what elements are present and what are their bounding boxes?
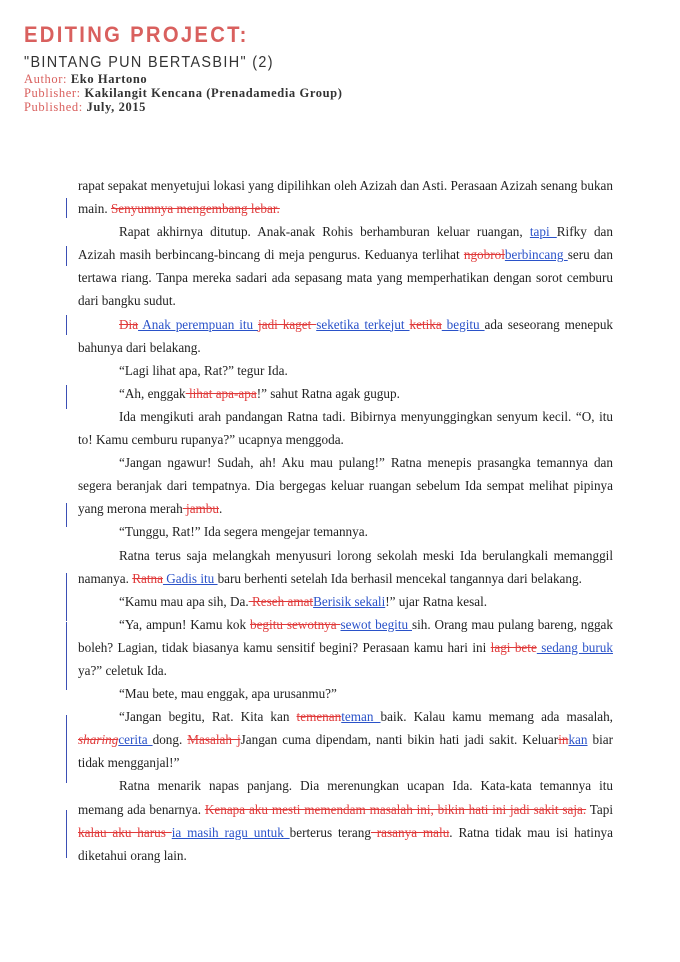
text-run: Tapi [586,801,613,817]
text-run: seru dan tertawa riang. Tanpa mereka sadari ada sepasang mata yang memperhatikan dengan sorot cemburu dari bangku sudut. [78,247,613,309]
inserted-text: ia masih ragu untuk [171,824,290,840]
paragraph [78,613,613,682]
deleted-text: kalau aku harus [78,824,172,840]
paragraph [78,705,613,774]
deleted-text: ketika [409,316,442,332]
change-bar [66,597,67,621]
paragraph [78,405,613,451]
text-run: biar tidak mengganjal!” [78,732,613,771]
deleted-text: lihat apa-apa [185,385,257,401]
deleted-text: rasanya malu [370,824,450,840]
text-run: . [219,501,223,517]
text-run: berterus terang [289,824,371,840]
inserted-text: Berisik sekali [313,593,386,609]
document-header [24,22,342,114]
text-run: “Jangan ngawur! Sudah, ah! Aku mau pulang!” Ratna menepis prasangka temannya dan segera beranjak dari tempatnya. Dia bergegas keluar ruangan sebelum Ida sempat melihat pipinya yang merona merah [78,455,613,517]
deleted-text: ngobrol [463,247,505,263]
text-run: “Kamu mau apa sih, Da. [119,593,249,609]
deleted-text: Reseh amat [248,593,314,609]
change-bar [66,810,67,858]
text-run: “Jangan begitu, Rat. Kita kan [119,709,297,725]
paragraph [78,451,613,520]
deleted-text: Kenapa aku mesti memendam masalah ini, bikin hati ini jadi sakit saja. [204,801,587,817]
text-run: “Ya, ampun! Kamu kok [119,616,250,632]
deleted-text: Senyumnya mengembang lebar. [110,201,280,217]
deleted-text: lagi bete [490,639,537,655]
text-run: . Ratna tidak mau isi hatinya diketahui orang lain. [78,824,613,863]
paragraph [78,590,613,613]
text-run: ada seseorang menepuk bahunya dari belakang. [78,316,614,355]
change-bar [66,315,67,335]
inserted-text: kan [568,732,588,748]
deleted-text: sharing [78,732,119,748]
change-bar [66,715,67,783]
publisher-value: Kakilangit Kencana (Prenadamedia Group) [84,86,343,100]
text-run: “Ah, enggak [119,385,186,401]
text-run: “Mau bete, mau enggak, apa urusanmu?” [119,686,337,702]
text-run: ya?” celetuk Ida. [78,662,167,678]
change-bar [66,385,67,409]
deleted-text: Ratna [132,570,163,586]
deleted-text: jambu [182,501,219,517]
paragraph [78,220,613,312]
publisher-label: Publisher: [24,86,81,100]
deleted-text: begitu sewotnya [249,616,341,632]
text-run: !” ujar Ratna kesal. [385,593,488,609]
author-value: Eko Hartono [70,72,148,86]
published-line [24,100,342,114]
text-run: Ratna terus saja melangkah menyusuri lorong sekolah meski Ida berulangkali memanggil namanya. [78,547,613,586]
published-label: Published: [24,100,83,114]
deleted-text: in [558,732,569,748]
text-run: !” sahut Ratna agak gugup. [256,385,400,401]
text-run: baik. Kalau kamu memang ada masalah, [380,709,613,725]
paragraph [78,359,613,382]
change-bar [66,573,67,597]
paragraph [78,520,613,543]
change-bar [66,198,67,218]
book-title: "BINTANG PUN BERTASBIH" (2) [24,54,274,71]
publisher-line [24,86,342,100]
change-bar [66,503,67,527]
text-run: rapat sepakat menyetujui lokasi yang dipilihkan oleh Azizah dan Asti. Perasaan Azizah senang bukan main. [78,178,613,217]
change-bar [66,246,67,266]
paragraph [78,544,613,590]
text-run: dong. [152,732,188,748]
text-run: sih. Orang mau pulang bareng, nggak boleh? Lagian, tidak biasanya kamu sensitif begini? Perasaan kamu hari ini [78,616,613,655]
project-title: EDITING PROJECT: [24,22,249,47]
text-run: Ida mengikuti arah pandangan Ratna tadi. Bibirnya menyunggingkan senyum kecil. “O, itu to! Kamu cemburu rupanya?” ucapnya menggoda. [78,408,613,448]
deleted-text: Masalah j [187,732,241,748]
inserted-text: Gadis itu [162,570,218,586]
inserted-text: teman [341,709,381,725]
text-run: Rapat akhirnya ditutup. Anak-anak Rohis berhamburan keluar ruangan, [119,224,530,240]
deleted-text: jadi kaget [258,316,317,332]
text-run: baru berhenti setelah Ida berhasil mencekal tangannya dari belakang. [217,570,582,586]
text-run: Ratna menarik napas panjang. Dia merenungkan ucapan Ida. Kata-kata temannya itu memang ada benarnya. [78,778,613,817]
change-bar [66,622,67,690]
deleted-text: temenan [296,709,342,725]
inserted-text: sedang buruk [536,639,613,655]
paragraph [78,774,613,866]
paragraph [78,682,613,705]
paragraph [78,174,613,220]
author-label: Author: [24,72,68,86]
text-run: Rifky dan Azizah masih berbincang-bincang di meja pengurus. Keduanya terlihat [78,224,613,263]
inserted-text: berbincang [504,247,568,263]
published-value: July, 2015 [86,100,147,114]
inserted-text: seketika terkejut [316,316,410,332]
inserted-text: cerita [118,732,153,748]
deleted-text: Dia [119,316,139,332]
paragraph [78,382,613,405]
manuscript-body [78,174,613,867]
inserted-text: sewot begitu [340,616,412,632]
text-run: “Lagi lihat apa, Rat?” tegur Ida. [119,362,288,378]
inserted-text: begitu [441,316,485,332]
inserted-text: tapi [529,224,557,240]
paragraph [78,313,613,359]
inserted-text: Anak perempuan itu [138,316,259,332]
text-run: Jangan cuma dipendam, nanti bikin hati jadi sakit. Keluar [240,732,559,748]
author-line [24,72,342,86]
text-run: “Tunggu, Rat!” Ida segera mengejar temannya. [119,524,368,540]
